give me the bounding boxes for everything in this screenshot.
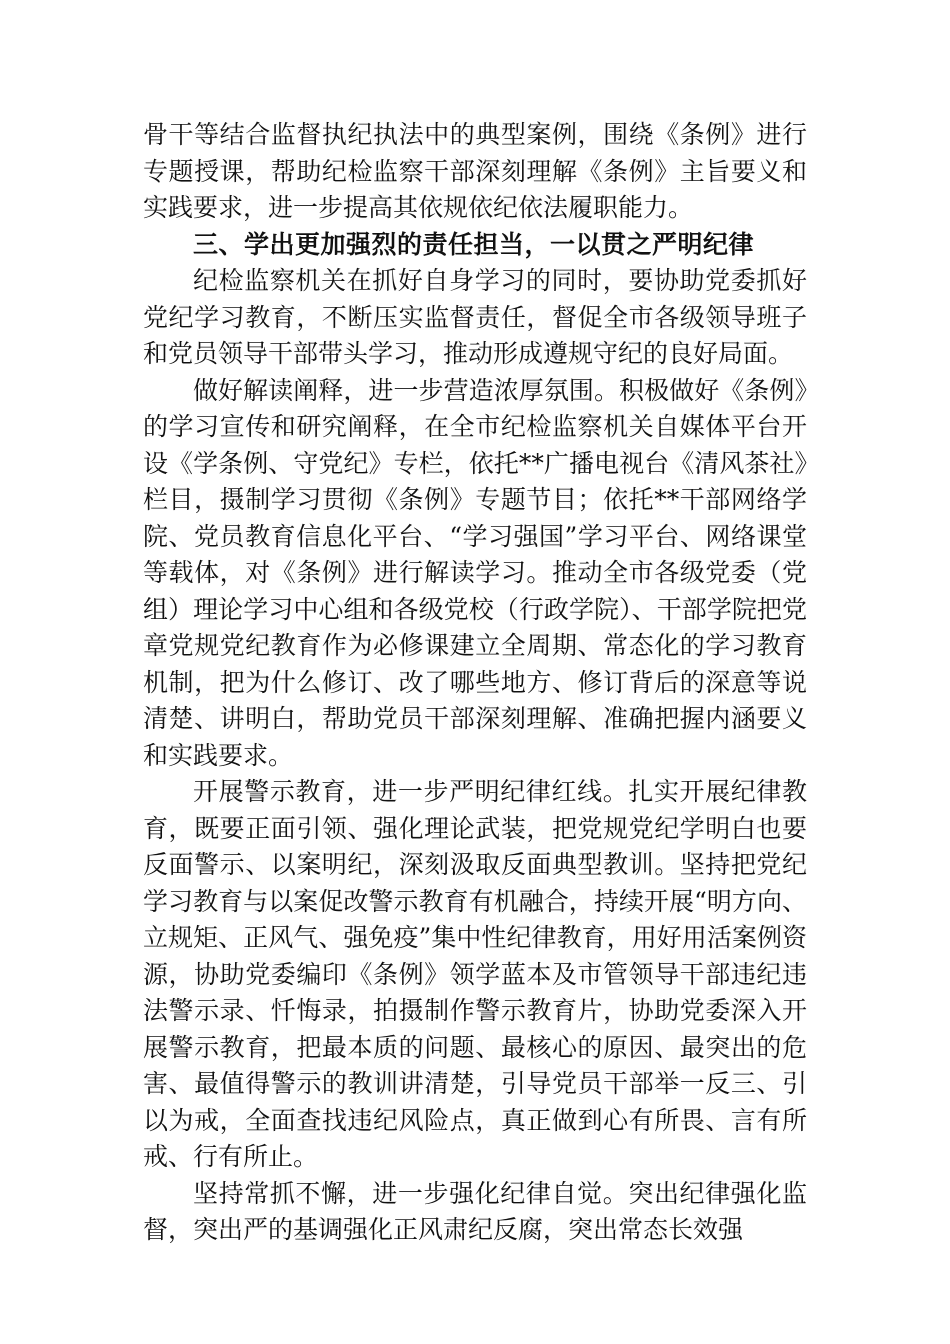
paragraph-persistence: 坚持常抓不懈，进一步强化纪律自觉。突出纪律强化监督，突出严的基调强化正风肃纪反腐，突出常态长效强 [143,1178,807,1244]
paragraph-continuation: 骨干等结合监督执纪执法中的典型案例，围绕《条例》进行专题授课，帮助纪检监察干部深刻理解《条例》主旨要义和实践要求，进一步提高其依规依纪依法履职能力。 [143,120,807,222]
paragraph-intro: 纪检监察机关在抓好自身学习的同时，要协助党委抓好党纪学习教育，不断压实监督责任，督促全市各级领导班子和党员领导干部带头学习，推动形成遵规守纪的良好局面。 [143,266,807,368]
document-body [143,117,807,1249]
paragraph-warning-education: 开展警示教育，进一步严明纪律红线。扎实开展纪律教育，既要正面引领、强化理论武装，把党规党纪学明白也要反面警示、以案明纪，深刻汲取反面典型教训。坚持把党纪学习教育与以案促改警示教育有机融合，持续开展“明方向、立规矩、正风气、强免疫”集中性纪律教育，用好用活案例资源，协助党委编印《条例》领学蓝本及市管领导干部违纪违法警示录、忏悔录，拍摄制作警示教育片，协助党委深入开展警示教育，把最本质的问题、最核心的原因、最突出的危害、最值得警示的教训讲清楚，引导党员干部举一反三、引以为戒，全面查找违纪风险点，真正做到心有所畏、言有所戒、行有所止。 [143,777,807,1171]
section-heading-3: 三、学出更加强烈的责任担当，一以贯之严明纪律 [193,229,755,259]
paragraph-interpretation: 做好解读阐释，进一步营造浓厚氛围。积极做好《条例》的学习宣传和研究阐释，在全市纪检监察机关自媒体平台开设《学条例、守党纪》专栏，依托**广播电视台《清风茶社》栏目，摄制学习贯彻《条例》专题节目；依托**干部网络学院、党员教育信息化平台、“学习强国”学习平台、网络课堂等载体，对《条例》进行解读学习。推动全市各级党委（党组）理论学习中心组和各级党校（行政学院）、干部学院把党章党规党纪教育作为必修课建立全周期、常态化的学习教育机制，把为什么修订、改了哪些地方、修订背后的深意等说清楚、讲明白，帮助党员干部深刻理解、准确把握内涵要义和实践要求。 [143,375,807,770]
